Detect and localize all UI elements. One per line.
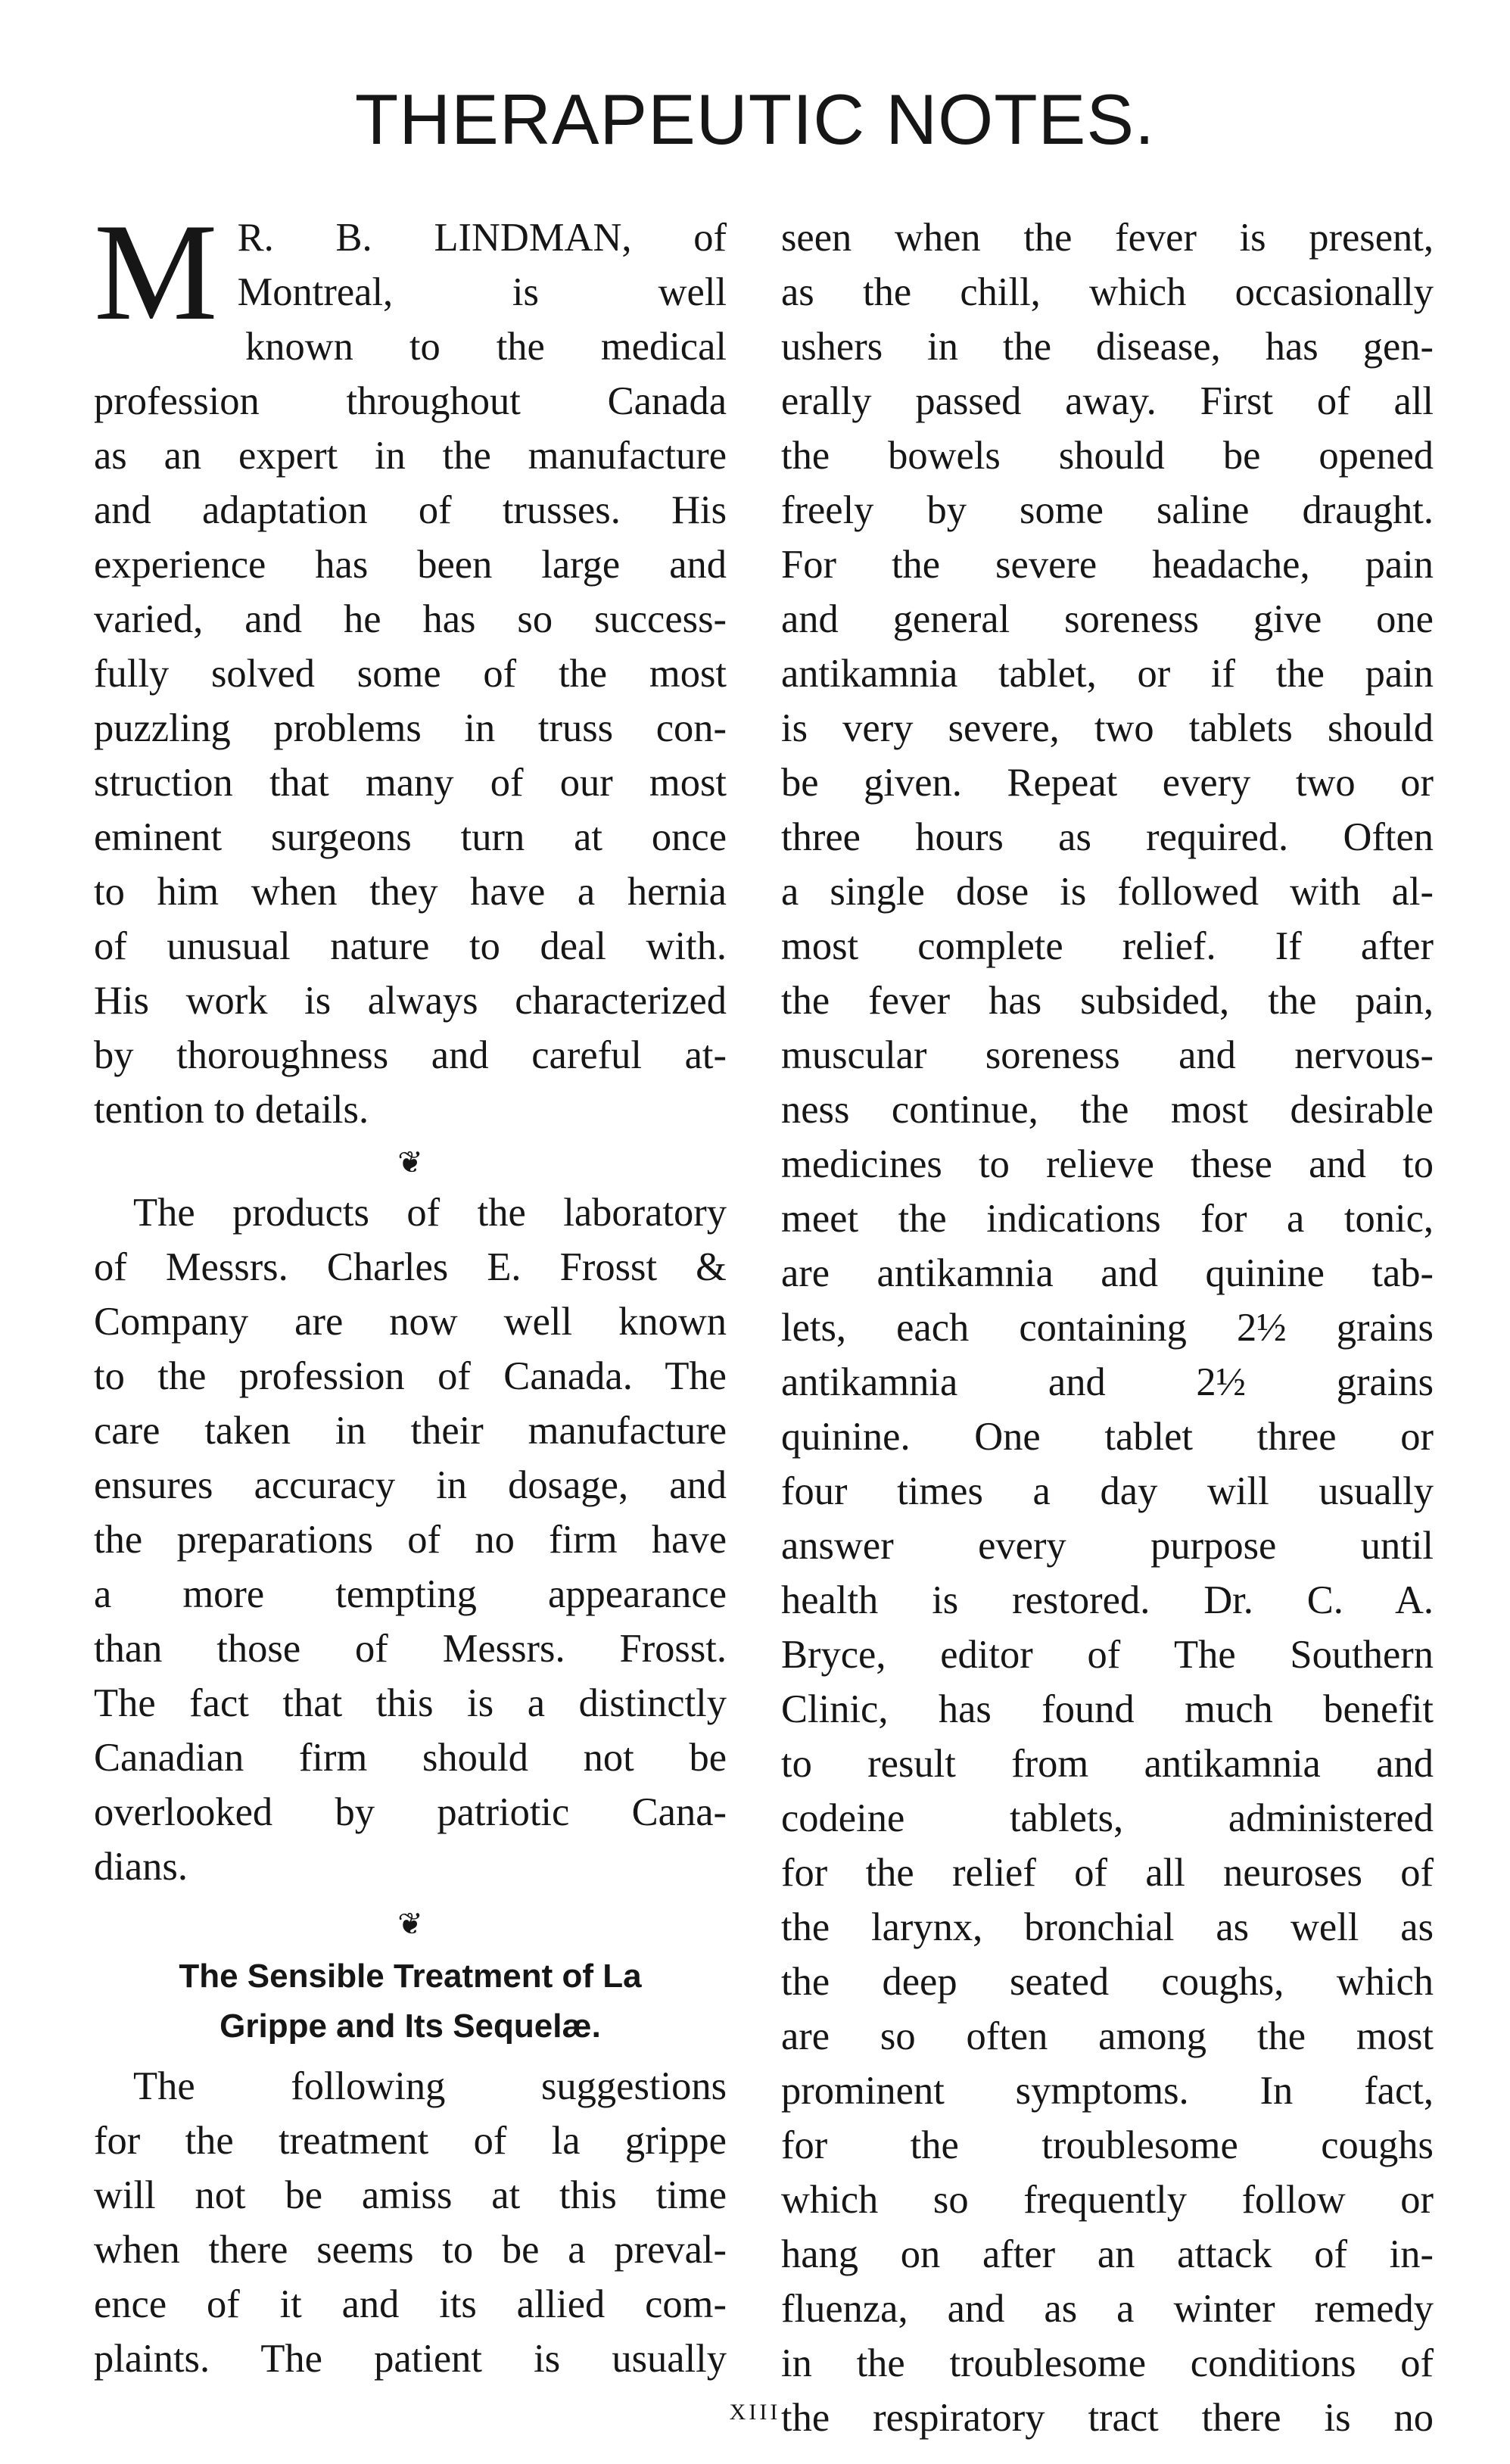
text-line: Bryce, editor of The Southern: [781, 1633, 1434, 1677]
text-line: prominent symptoms. In fact,: [781, 2069, 1434, 2113]
paragraph-lindman: [94, 195, 727, 1137]
text-line: answer every purpose until: [781, 1524, 1434, 1568]
text-line: of unusual nature to deal with.: [94, 924, 727, 968]
text-line: fully solved some of the most: [94, 652, 727, 696]
page-title: THERAPEUTIC NOTES.: [354, 79, 1156, 159]
text-line: ushers in the disease, has gen-: [781, 325, 1434, 369]
text-line: tention to details.: [94, 1088, 369, 1132]
text-line: and adaptation of trusses. His: [94, 488, 727, 532]
text-line: profession throughout Canada: [94, 379, 727, 423]
text-line: for the troublesome coughs: [781, 2123, 1434, 2167]
text-line: care taken in their manufacture: [94, 1409, 727, 1453]
text-line: as an expert in the manufacture: [94, 434, 727, 478]
text-line: medicines to relieve these and to: [781, 1142, 1434, 1186]
text-line: seen when the fever is present,: [781, 216, 1434, 260]
text-line: to the profession of Canada. The: [94, 1354, 727, 1398]
ornament-icon: ❦: [397, 1145, 423, 1179]
right-column: [781, 210, 1434, 2445]
text-line: which so frequently follow or: [781, 2178, 1434, 2222]
text-line: The fact that this is a distinctly: [94, 1681, 727, 1725]
text-line: the fever has subsided, the pain,: [781, 979, 1434, 1023]
text-line: Canadian firm should not be: [94, 1736, 727, 1780]
text-line: health is restored. Dr. C. A.: [781, 1578, 1434, 1622]
text-line: freely by some saline draught.: [781, 488, 1434, 532]
section-heading-line: Grippe and Its Sequelæ.: [219, 2008, 601, 2045]
text-line: will not be amiss at this time: [94, 2173, 727, 2217]
text-line: Montreal, is well: [237, 270, 727, 314]
text-line: experience has been large and: [94, 543, 727, 587]
text-line: as the chill, which occasionally: [781, 270, 1434, 314]
text-line: antikamnia and 2½ grains: [781, 1360, 1434, 1404]
text-line: the respiratory tract there is no: [781, 2396, 1434, 2440]
text-line: a more tempting appearance: [94, 1572, 727, 1616]
text-line: be given. Repeat every two or: [781, 761, 1434, 805]
text-line: the bowels should be opened: [781, 434, 1434, 478]
text-line: three hours as required. Often: [781, 815, 1434, 859]
text-line: is very severe, two tablets should: [781, 706, 1434, 750]
text-line: are antikamnia and quinine tab-: [781, 1251, 1434, 1295]
text-line: codeine tablets, administered: [781, 1796, 1434, 1840]
text-line: the larynx, bronchial as well as: [781, 1905, 1434, 1949]
text-line: eminent surgeons turn at once: [94, 815, 727, 859]
text-line: when there seems to be a preval-: [94, 2228, 727, 2272]
section-heading-line: The Sensible Treatment of La: [179, 1958, 642, 1995]
text-line: quinine. One tablet three or: [781, 1415, 1434, 1459]
text-line: Company are now well known: [94, 1300, 727, 1344]
text-line: ensures accuracy in dosage, and: [94, 1463, 727, 1507]
text-line: For the severe headache, pain: [781, 543, 1434, 587]
text-line: and general soreness give one: [781, 597, 1434, 641]
text-line: The following suggestions: [133, 2064, 727, 2108]
text-line: to him when they have a hernia: [94, 870, 727, 914]
text-line: of Messrs. Charles E. Frosst &: [94, 1245, 727, 1289]
text-line: known to the medical: [245, 325, 727, 369]
page-number: XIII: [729, 2400, 781, 2425]
text-line: puzzling problems in truss con-: [94, 706, 727, 750]
text-line: struction that many of our most: [94, 761, 727, 805]
text-line: overlooked by patriotic Cana-: [94, 1790, 727, 1834]
text-line: the preparations of no firm have: [94, 1518, 727, 1562]
text-line: ence of it and its allied com-: [94, 2282, 727, 2326]
text-line: lets, each containing 2½ grains: [781, 1306, 1434, 1350]
text-line: most complete relief. If after: [781, 924, 1434, 968]
text-line: dians.: [94, 1845, 188, 1889]
text-line: to result from antikamnia and: [781, 1742, 1434, 1786]
text-line: The products of the laboratory: [133, 1191, 727, 1235]
paragraph-la-grippe: [94, 2059, 727, 2386]
text-line: ness continue, the most desirable: [781, 1088, 1434, 1132]
text-line: in the troublesome conditions of: [781, 2341, 1434, 2385]
text-line: hang on after an attack of in-: [781, 2232, 1434, 2276]
text-line: by thoroughness and careful at-: [94, 1033, 727, 1077]
text-line: Clinic, has found much benefit: [781, 1687, 1434, 1731]
section-heading: [94, 1952, 727, 2051]
text-line: erally passed away. First of all: [781, 379, 1434, 423]
text-line: fluenza, and as a winter remedy: [781, 2287, 1434, 2331]
text-line: R. B. LINDMAN, of: [237, 216, 727, 260]
text-line: meet the indications for a tonic,: [781, 1197, 1434, 1241]
text-line: for the treatment of la grippe: [94, 2119, 727, 2163]
text-line: for the relief of all neuroses of: [781, 1851, 1434, 1895]
drop-cap: M: [94, 195, 218, 349]
text-line: four times a day will usually: [781, 1469, 1434, 1513]
text-line: than those of Messrs. Frosst.: [94, 1627, 727, 1671]
left-column: [94, 195, 727, 2386]
text-line: are so often among the most: [781, 2014, 1434, 2058]
text-line: varied, and he has so success-: [94, 597, 727, 641]
ornament-icon: ❦: [397, 1907, 423, 1941]
paragraph-frosst: [94, 1185, 727, 1894]
text-line: His work is always characterized: [94, 979, 727, 1023]
text-line: a single dose is followed with al-: [781, 870, 1434, 914]
text-line: plaints. The patient is usually: [94, 2337, 727, 2381]
text-line: muscular soreness and nervous-: [781, 1033, 1434, 1077]
text-line: antikamnia tablet, or if the pain: [781, 652, 1434, 696]
text-line: the deep seated coughs, which: [781, 1960, 1434, 2004]
